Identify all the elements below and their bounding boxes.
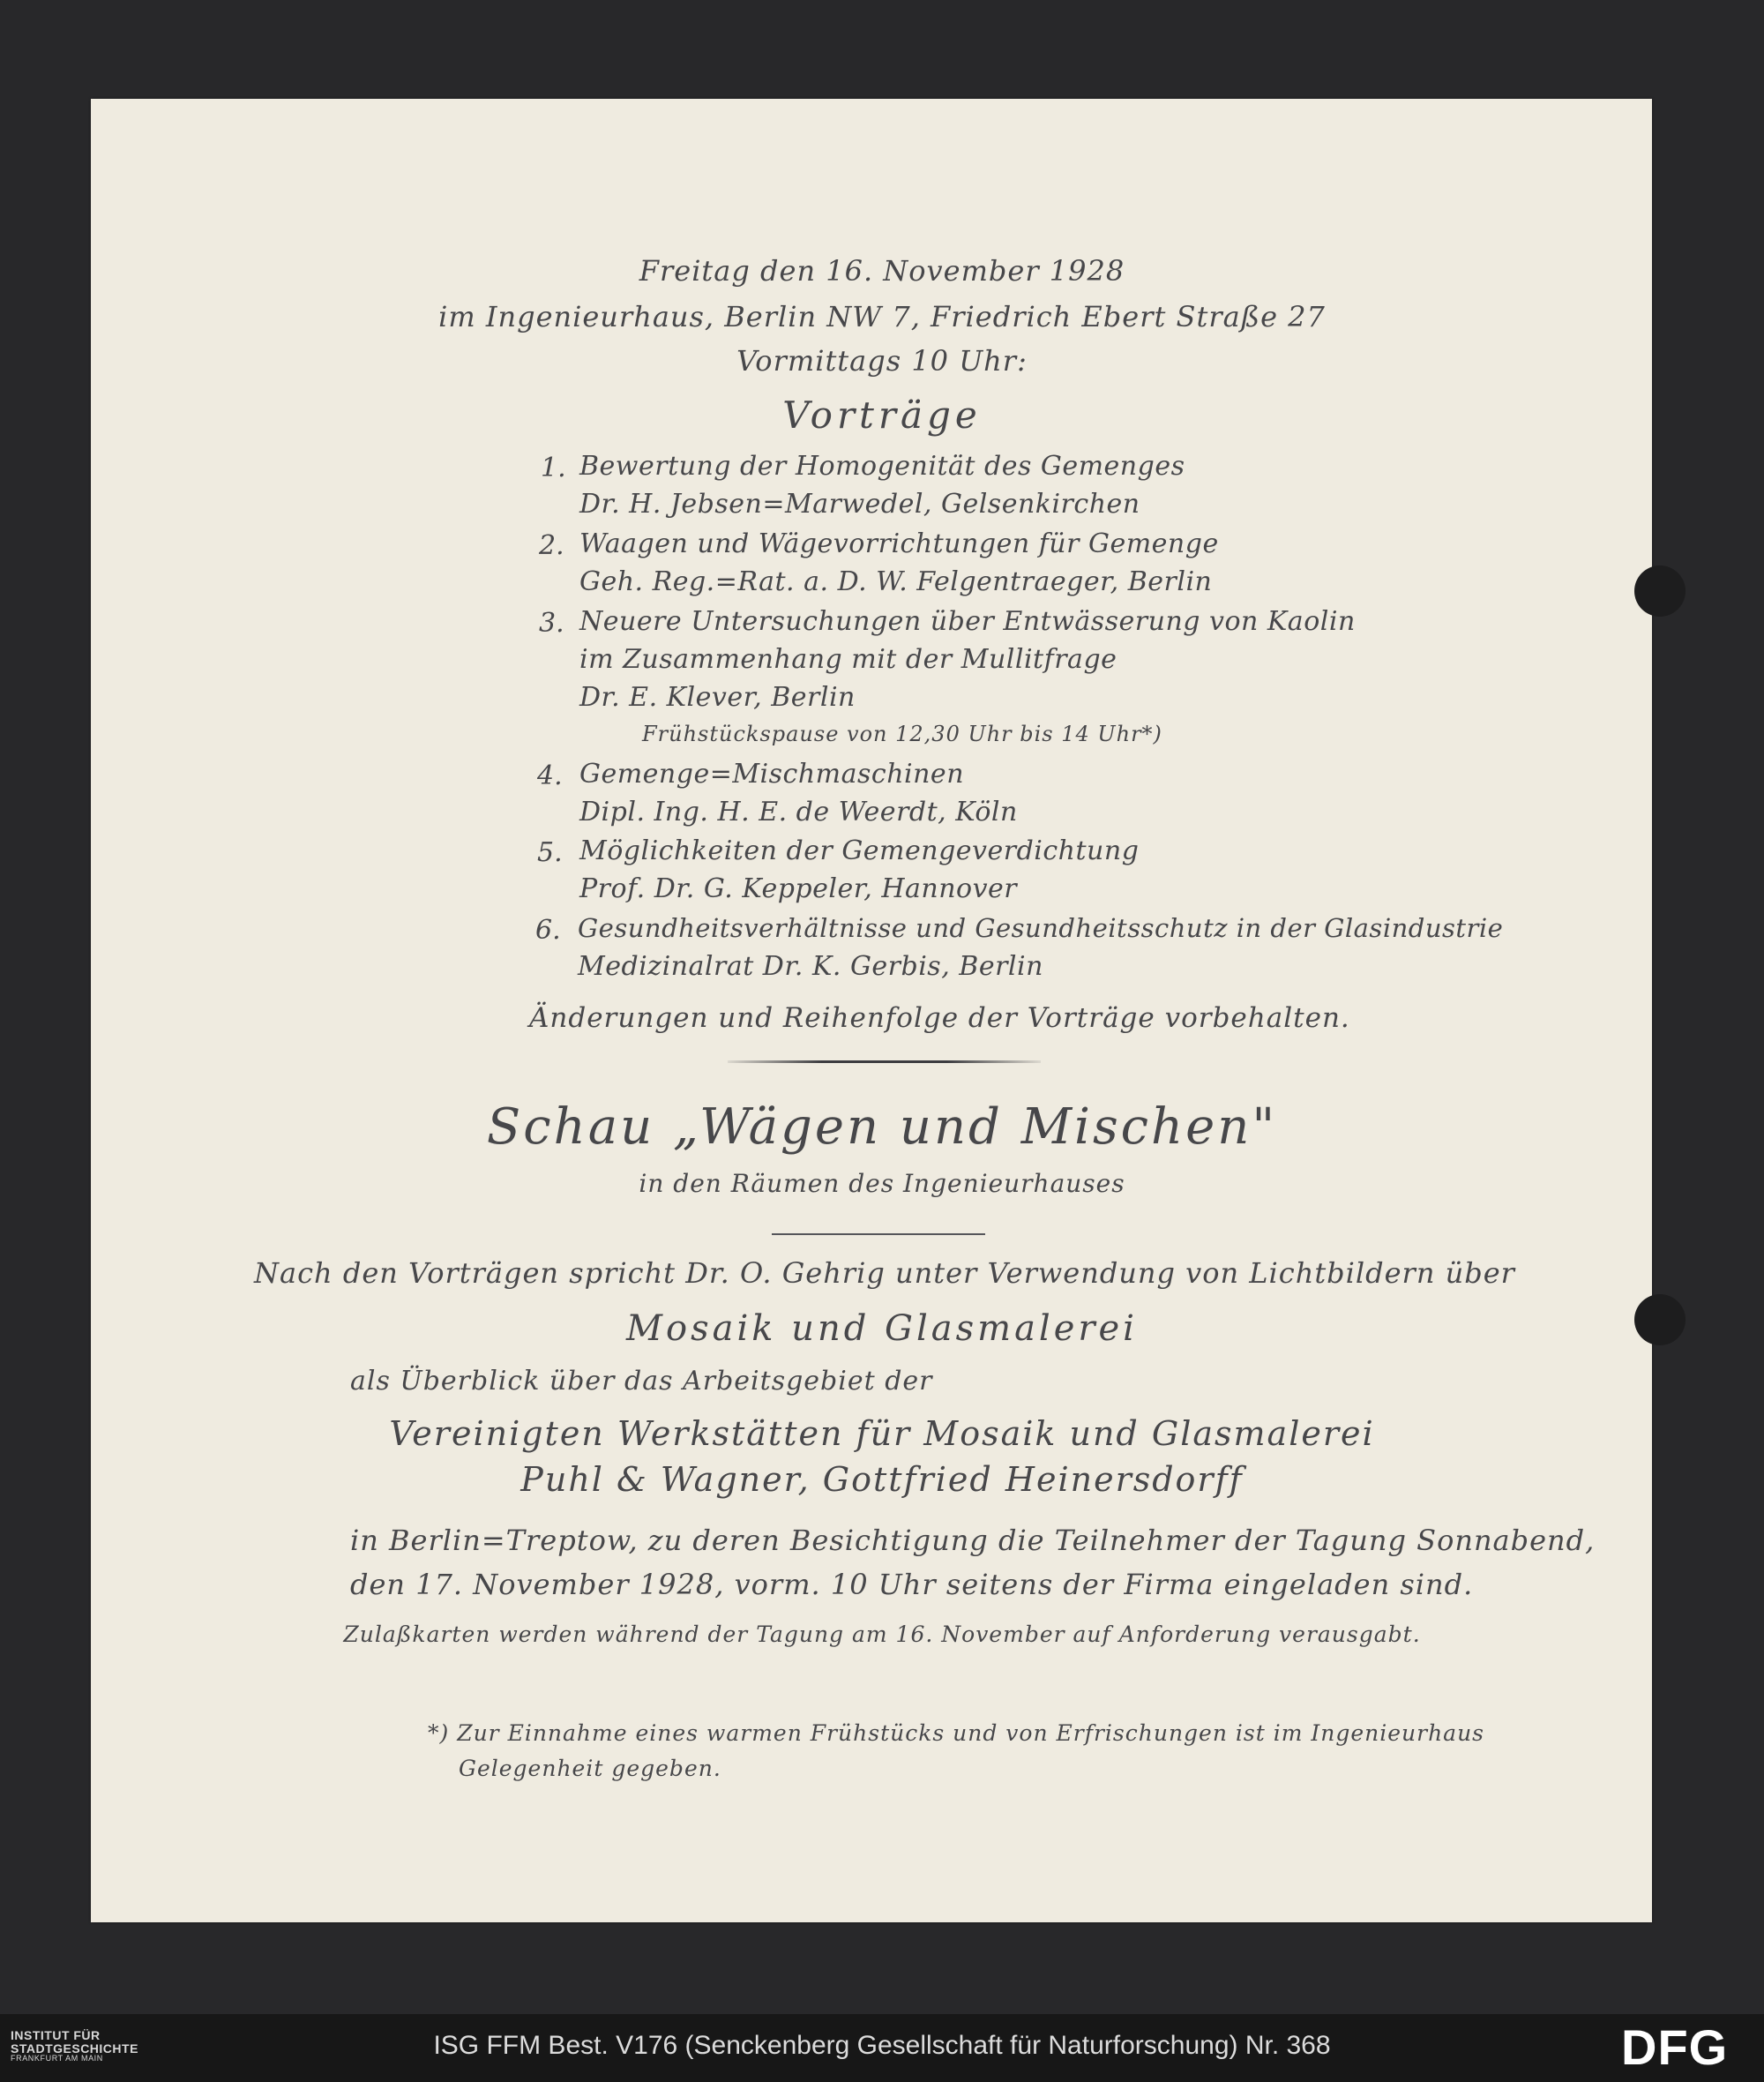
workshops-owners: Puhl & Wagner, Gottfried Heinersdorff xyxy=(520,1460,1244,1499)
institute-logo xyxy=(11,2029,138,2063)
talk-number: 1. xyxy=(541,453,566,483)
archive-shelfmark: ISG FFM Best. V176 (Senckenberg Gesellschaft für Naturforschung) Nr. 368 xyxy=(433,2031,1331,2060)
talk-title: Waagen und Wägevorrichtungen für Gemenge xyxy=(579,528,1219,559)
talk-number: 6. xyxy=(535,915,561,946)
talk-title: Gemenge=Mischmaschinen xyxy=(579,759,965,790)
talk-number: 5. xyxy=(537,837,563,868)
institute-name-line: INSTITUT FÜR xyxy=(11,2028,101,2042)
footnote-continued: Gelegenheit gegeben. xyxy=(459,1756,721,1781)
talk-title: Gesundheitsverhältnisse und Gesundheitsschutz in der Glasindustrie xyxy=(578,913,1504,943)
visit-invitation-line: den 17. November 1928, vorm. 10 Uhr seitens der Firma eingeladen sind. xyxy=(350,1568,1474,1601)
program-reservation-note: Änderungen und Reihenfolge der Vorträge vorbehalten. xyxy=(529,1002,1350,1034)
dfg-logo: DFG xyxy=(1621,2019,1729,2075)
visit-invitation-line: in Berlin=Treptow, zu deren Besichtigung die Teilnehmer der Tagung Sonnabend, xyxy=(350,1524,1596,1557)
talk-speaker: Medizinalrat Dr. K. Gerbis, Berlin xyxy=(578,951,1043,982)
talks-heading: Vorträge xyxy=(782,393,982,437)
exhibition-title: Schau „Wägen und Mischen" xyxy=(486,1098,1278,1156)
event-date: Freitag den 16. November 1928 xyxy=(639,254,1125,288)
talk-title-continued: im Zusammenhang mit der Mullitfrage xyxy=(579,644,1117,675)
workshops-name: Vereinigten Werkstätten für Mosaik und Glasmalerei xyxy=(389,1414,1375,1453)
event-time: Vormittags 10 Uhr: xyxy=(736,344,1028,378)
talk-speaker: Geh. Reg.=Rat. a. D. W. Felgentraeger, Berlin xyxy=(579,566,1213,597)
punch-hole-bottom xyxy=(1634,1294,1686,1345)
talk-number: 4. xyxy=(537,760,563,791)
lecture-topic: Mosaik und Glasmalerei xyxy=(626,1308,1138,1349)
lecture-context: als Überblick über das Arbeitsgebiet der xyxy=(350,1366,933,1397)
talk-number: 2. xyxy=(539,530,564,561)
divider-rule-short xyxy=(772,1233,985,1235)
event-venue: im Ingenieurhaus, Berlin NW 7, Friedrich Ebert Straße 27 xyxy=(438,300,1326,333)
punch-hole-top xyxy=(1634,565,1686,617)
talk-speaker: Dr. H. Jebsen=Marwedel, Gelsenkirchen xyxy=(579,489,1140,520)
talk-title: Neuere Untersuchungen über Entwässerung von Kaolin xyxy=(579,606,1356,637)
institute-name-line: STADTGESCHICHTE xyxy=(11,2041,138,2056)
talk-title: Möglichkeiten der Gemengeverdichtung xyxy=(579,835,1140,866)
lecture-intro: Nach den Vorträgen spricht Dr. O. Gehrig unter Verwendung von Lichtbildern über xyxy=(254,1256,1515,1290)
talk-speaker: Dipl. Ing. H. E. de Weerdt, Köln xyxy=(579,797,1018,828)
talk-speaker: Dr. E. Klever, Berlin xyxy=(579,682,856,713)
admission-tickets-note: Zulaßkarten werden während der Tagung am 16. November auf Anforderung verausgabt. xyxy=(343,1621,1421,1647)
lunch-break-note: Frühstückspause von 12,30 Uhr bis 14 Uhr*) xyxy=(642,722,1162,746)
exhibition-subtitle: in den Räumen des Ingenieurhauses xyxy=(639,1169,1125,1198)
institute-location: FRANKFURT AM MAIN xyxy=(11,2054,103,2063)
talk-number: 3. xyxy=(539,608,564,639)
footnote: *) Zur Einnahme eines warmen Frühstücks und von Erfrischungen ist im Ingenieurhaus xyxy=(428,1720,1485,1746)
divider-rule xyxy=(728,1060,1041,1063)
talk-title: Bewertung der Homogenität des Gemenges xyxy=(579,451,1185,482)
talk-speaker: Prof. Dr. G. Keppeler, Hannover xyxy=(579,873,1018,904)
